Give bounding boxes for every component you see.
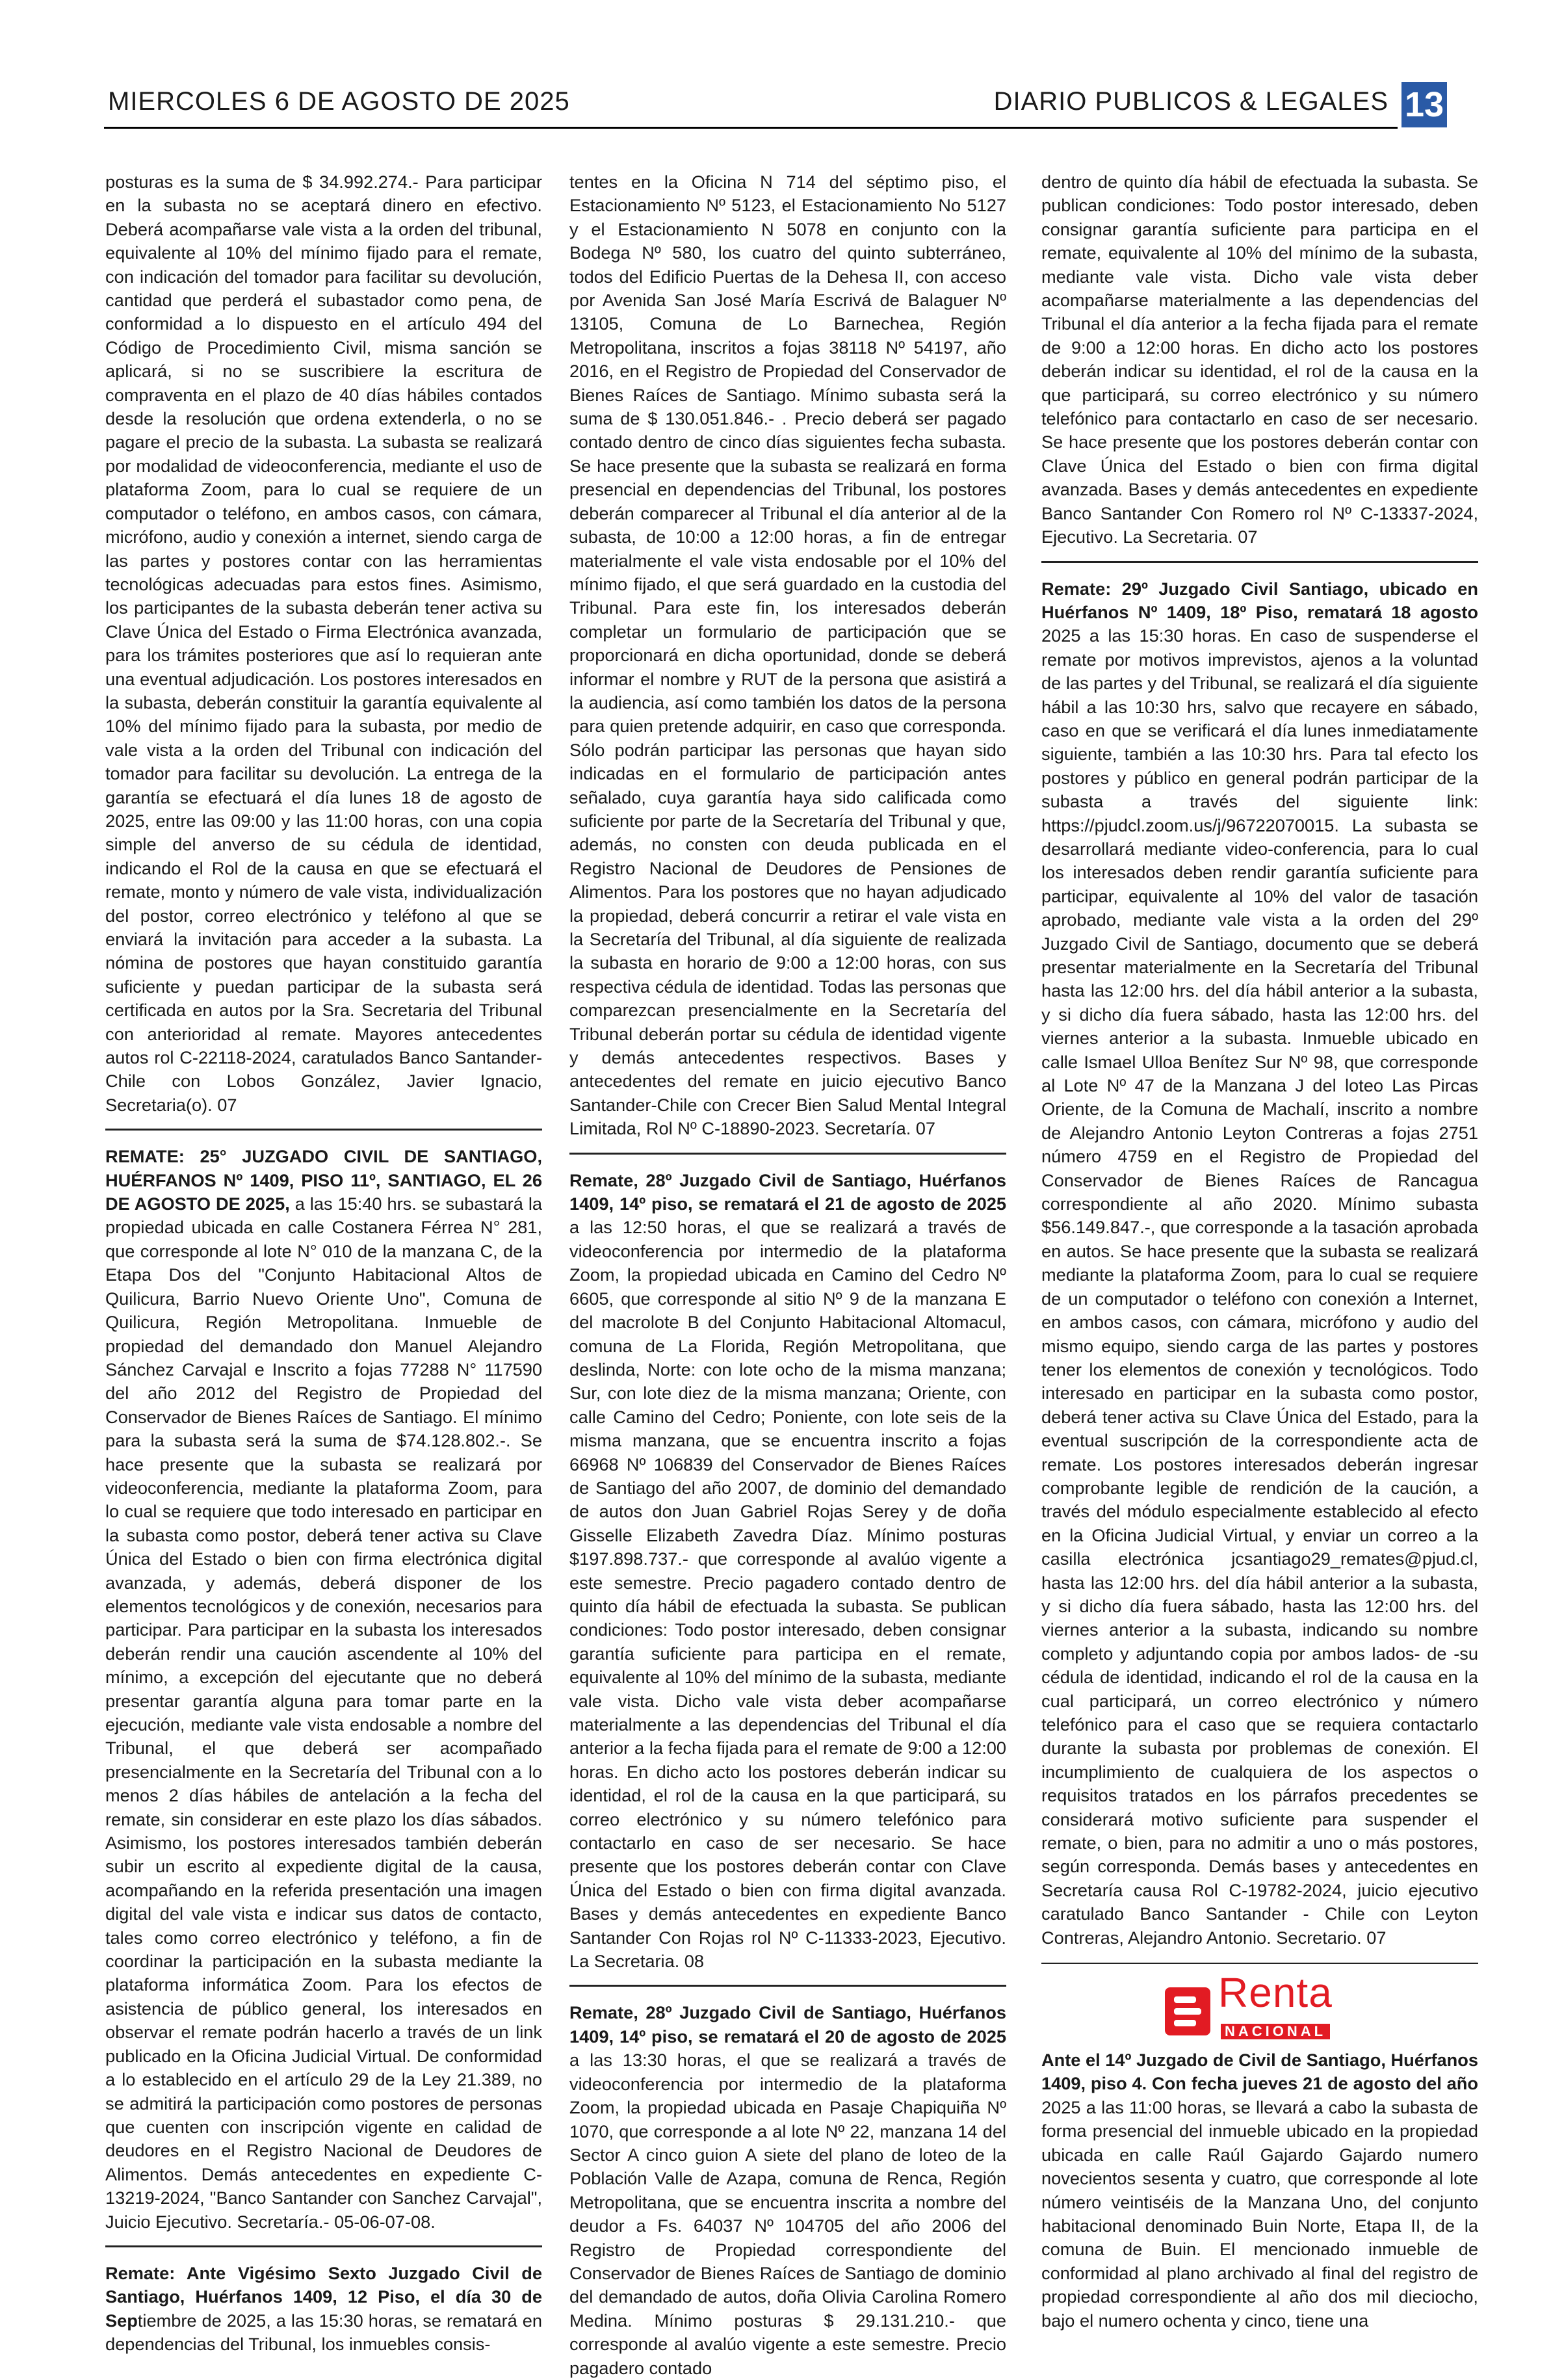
column-2: [569, 170, 1006, 2378]
notice-text: [105, 2262, 542, 2357]
notice-text: [569, 2001, 1006, 2380]
notice-text: [1041, 2048, 1478, 2333]
notice-heading: Ante el 14º Juzgado de Civil de Santiago, Huérfanos 1409, piso 4. Con fecha jueves 21 de agosto del año: [1041, 2050, 1478, 2094]
notice-body: tiembre de 2025, a las 15:30 horas, se rematará en dependencias del Tribunal, los inmuebles consis-: [105, 2310, 542, 2355]
notice-body: 2025 a las 11:00 horas, se llevará a cabo la subasta de forma presencial del inmueble ubicado en la propiedad ubicada en calle Raúl Gajardo Gajardo numero novecientos sesenta y cuatro, que corresponde al lote número veintiséis de la Manzana Uno, del conjunto habitacional denominado Buin Norte, Etapa II, de la comuna de Buin. El mencionado inmueble de conformidad al plano archivado al final del registro de propiedad correspondiente al año dos mil dieciocho, bajo el numero ochenta y cinco, tiene una: [1041, 2097, 1478, 2331]
notice-text: [105, 1145, 542, 2234]
page-number: 13: [1401, 82, 1447, 127]
notice-remate-25-juzgado: [105, 1129, 542, 2234]
header-rule: [104, 127, 1398, 129]
issue-date: MIERCOLES 6 DE AGOSTO DE 2025: [108, 87, 570, 116]
logo-wordmark: Renta: [1218, 1969, 1333, 2017]
notice-continued: tentes en la Oficina N 714 del séptimo piso, el Estacionamiento Nº 5123, el Estacionamiento No 5127 y el Estacionamiento N 5078 en conjunto con la Bodega Nº 580, los cuatro del quinto subterráneo, todos del Edificio Puertas de la Dehesa II, con acceso por Avenida San José María Escrivá de Balaguer Nº 13105, Comuna de Lo Barnechea, Región Metropolitana, inscritos a fojas 38118 Nº 54197, año 2016, en el Registro de Propiedad del Conservador de Bienes Raíces de Santiago. Mínimo subasta será la suma de $ 130.051.846.- . Precio deberá ser pagado contado dentro de cinco días siguientes fecha subasta. Se hace presente que la subasta se realizará en forma presencial en dependencias del Tribunal, los postores deberán comparecer al Tribunal el día anterior al de la subasta, de 10:00 a 12:00 horas, a fin de entregar materialmente el vale vista endosable por el 10% del mínimo fijado, el que será guardado en la custodia del Tribunal. Para este fin, los interesados deberán completar un formulario de participación que se proporcionará en dicha oportunidad, donde se deberá informar el nombre y RUT de la persona que asistirá a la audiencia, así como también los datos de la persona para quien pretende adquirir, en caso que corresponda. Sólo podrán participar las personas que hayan sido indicadas en el formulario de participación antes señalado, cuya garantía haya sido calificada como suficiente por parte de la Secretaría del Tribunal y que, además, no consten con deuda publicada en el Registro Nacional de Deudores de Pensiones de Alimentos. Para los postores que no hayan adjudicado la propiedad, deberá concurrir a retirar el vale vista en la Secretaría del Tribunal, al día siguiente de realizada la subasta en horario de 9:00 a 12:00 horas, con sus respectiva cédula de identidad. Todas las personas que comparezcan presencialmente en la Secretaría del Tribunal deberán portar su cédula de identidad vigente y demás antecedentes respectivos. Bases y antecedentes del remate en juicio ejecutivo Banco Santander-Chile con Crecer Bien Salud Mental Integral Limitada, Rol Nº C-18890-2023. Secretaría. 07: [569, 172, 1006, 1139]
notice-body: a las 15:40 hrs. se subastará la propiedad ubicada en calle Costanera Férrea N° 281, que corresponde al lote N° 010 de la manzana C, de la Etapa Dos del "Conjunto Habitacional Altos de Quilicura, Barrio Nuevo Oriente Uno", Comuna de Quilicura, Región Metropolitana. Inmueble de propiedad del demandado don Manuel Alejandro Sánchez Carvajal e Inscrito a fojas 77288 N° 117590 del año 2012 del Registro de Propiedad del Conservador de Bienes Raíces de Santiago. El mínimo para la subasta será la suma de $74.128.802.-. Se hace presente que la subasta se realizará por videoconferencia, mediante la plataforma Zoom, para lo cual se requiere que todo interesado en participar en la subasta como postor, deberá tener activa su Clave Única del Estado o bien con firma electrónica digital avanzada, y además, deberá disponer de los elementos tecnológicos y de conexión, necesarios para participar. Para participar en la subasta los interesados deberán rendir una caución ascendente al 10% del mínimo, a excepción del ejecutante que no deberá presentar garantía alguna para tomar parte en la ejecución, mediante vale vista endosable a nombre del Tribunal, el que deberá ser acompañado presencialmente en la Secretaría del Tribunal con a lo menos 2 días hábiles de antelación a la fecha del remate, sin considerar en este plazo los días sábados. Asimismo, los postores interesados también deberán subir un escrito al expediente digital de la causa, acompañando en la referida presentación una imagen digital del vale vista e indicar sus datos de contacto, tales como correo electrónico y teléfono, a fin de coordinar la participación en la subasta mediante la plataforma informática Zoom. Para los efectos de asistencia de público general, los interesados en observar el remate podrán hacerlo a través de un link publicado en la Oficina Judicial Virtual. De conformidad a lo establecido en el artículo 29 de la Ley 21.389, no se admitirá la participación como postores de personas que cuenten con inscripción vigente en calidad de deudores en el Registro Nacional de Deudores de Alimentos. Demás antecedentes en expediente C-13219-2024, "Banco Santander con Sanchez Carvajal", Juicio Ejecutivo. Secretaría.- 05-06-07-08.: [105, 1194, 542, 2232]
notice-heading: Remate, 28º Juzgado Civil de Santiago, Huérfanos 1409, 14º piso, se rematará el 20 de agosto de 2025: [569, 2002, 1006, 2047]
notice-remate-26-juzgado: [105, 2245, 542, 2357]
renta-nacional-logo: [1041, 1963, 1478, 2038]
notice-body: a las 13:30 horas, el que se realizará a través de videoconferencia por intermedio de la plataforma Zoom, la propiedad ubicada en Pasaje Chapiquiña Nº 1070, que corresponde a al lote Nº 22, manzana 14 del Sector A cinco guion A siete del plano de loteo de la Población Valle de Azapa, comuna de Renca, Región Metropolitana, que se encuentra inscrita a nombre del deudor a Fs. 64037 Nº 104705 del año 2006 del Registro de Propiedad correspondiente del Conservador de Bienes Raíces de Santiago de dominio del demandado de autos, doña Olivia Carolina Romero Medina. Mínimo posturas $ 29.131.210.- que corresponde al avalúo vigente a este semestre. Precio pagadero contado: [569, 2050, 1006, 2378]
notice-continued: posturas es la suma de $ 34.992.274.- Para participar en la subasta no se aceptará dinero en efectivo. Deberá acompañarse vale vista a la orden del tribunal, equivalente al 10% del mínimo fijado para el remate, con indicación del tomador para facilitar su devolución, cantidad que perderá el subastador como pena, de conformidad a lo dispuesto en el artículo 494 del Código de Procedimiento Civil, misma sanción se aplicará, si no se suscribiere la escritura de compraventa en el plazo de 40 días hábiles contados desde la resolución que ordena extenderla, o no se pagare el precio de la subasta. La subasta se realizará por modalidad de videoconferencia, mediante el uso de plataforma Zoom, para lo cual se requiere de un computador o teléfono, en ambos casos, con cámara, micrófono, audio y conexión a internet, siendo carga de las partes y postores contar con las herramientas tecnológicas adecuadas para estos fines. Asimismo, los participantes de la subasta deberán tener activa su Clave Única del Estado o Firma Electrónica avanzada, para los trámites posteriores que así lo requieran ante una eventual adjudicación. Los postores interesados en la subasta, deberán constituir la garantía equivalente al 10% del mínimo fijado para la subasta, por medio de vale vista a la orden del Tribunal con indicación del tomador para facilitar su devolución. La entrega de la garantía se efectuará el día lunes 18 de agosto de 2025, entre las 09:00 y las 11:00 horas, con una copia simple del anverso de su cédula de identidad, indicando el Rol de la causa en que se efectuará el remate, monto y número de vale vista, individualización del postor, correo electrónico y teléfono al que se enviará la invitación para acceder a la subasta. La nómina de postores que hayan constituido garantía suficiente y puedan participar de la subasta será certificada en autos por la Sra. Secretaria del Tribunal con anterioridad al remate. Mayores antecedentes autos rol C-22118-2024, caratulados Banco Santander-Chile con Lobos González, Javier Ignacio, Secretaria(o). 07: [105, 172, 542, 1115]
column-1: [105, 170, 542, 2355]
page-header: [104, 82, 1450, 129]
notice-text: [1041, 577, 1478, 1950]
notice-heading: Remate: Ante Vigésimo Sexto Juzgado Civil de Santiago, Huérfanos 1409, 12 Piso, el día 30 de Sep: [105, 2262, 542, 2331]
notice-remate-28-juzgado-21-agosto: [569, 1153, 1006, 1974]
notice-heading: Remate: 29º Juzgado Civil Santiago, ubicado en Huérfanos Nº 1409, 18º Piso, rematará 18 agosto: [1041, 578, 1478, 622]
publication-name: DIARIO PUBLICOS & LEGALES: [993, 87, 1388, 116]
logo-subtitle: NACIONAL: [1221, 2024, 1330, 2039]
notice-body: 2025 a las 15:30 horas. En caso de suspenderse el remate por motivos imprevistos, ajenos a la voluntad de las partes y del Tribunal, se realizará el día siguiente hábil a las 10:30 hrs, salvo que recayere en sábado, caso en que se verificará el día lunes inmediatamente siguiente, también a las 10:30 hrs. Para tal efecto los postores y público en general podrán participar de la subasta a través del siguiente link: https://pjudcl.zoom.us/j/96722070015. La subasta se desarrollará mediante video-conferencia, para lo cual los interesados deben rendir garantía suficiente para participar, equivalente al 10% del valor de tasación aprobado, mediante vale vista a la orden del 29º Juzgado Civil de Santiago, documento que se deberá presentar materialmente en la Secretaría del Tribunal hasta las 12:00 hrs. del día hábil anterior a la subasta, y si dicho día fuera sábado, hasta las 12:00 hrs. del viernes anterior a la subasta. Inmueble ubicado en calle Ismael Ulloa Benítez Sur Nº 98, que corresponde al Lote Nº 47 de la Manzana J del loteo Las Pircas Oriente, de la Comuna de Machalí, inscrito a nombre de Alejandro Antonio Leyton Contreras a fojas 2751 número 4759 en el Registro de Propiedad del Conservador de Bienes Raíces de Rancagua correspondiente al año 2020. Mínimo subasta $56.149.847.-, que corresponde a la tasación aprobada en autos. Se hace presente que la subasta se realizará mediante la plataforma Zoom, para lo cual se requiere de un computador o teléfono con conexión a Internet, en ambos casos, con cámara, micrófono y audio del mismo equipo, siendo carga de las partes y postores tener los elementos de conexión y tecnológicos. Todo interesado en participar en la subasta como postor, deberá tener activa su Clave Única del Estado, para la eventual suscripción de la correspondiente acta de remate. Los postores interesados deberán ingresar comprobante legible de rendición de la caución, a través del módulo especialmente establecido al efecto en la Oficina Judicial Virtual, y enviar un correo a la casilla electrónica jcsantiago29_remates@pjud.cl, hasta las 12:00 hrs. del día hábil anterior a la subasta, y si dicho día fuera sábado, hasta las 12:00 hrs. del viernes anterior a la subasta, indicando su nombre completo y adjuntando copia por ambos lados- de -su cédula de identidad, indicando el rol de la causa en la cual participará, un correo electrónico y número telefónico para el caso que se requiera contactarlo durante la subasta por problemas de conexión. El incumplimiento de cualquiera de los aspectos o requisitos tratados en los párrafos precedentes se considerará motivo suficiente para suspender el remate, o bien, para no admitir a uno o más postores, según corresponda. Demás bases y antecedentes en Secretaría causa Rol C-19782-2024, juicio ejecutivo caratulado Banco Santander - Chile con Leyton Contreras, Alejandro Antonio. Secretario. 07: [1041, 625, 1478, 1948]
column-3: [1041, 170, 1478, 2331]
notice-continued: dentro de quinto día hábil de efectuada la subasta. Se publican condiciones: Todo postor interesado, deben consignar garantía suficiente para participa en el remate, equivalente al 10% del mínimo de la subasta, mediante vale vista. Dicho vale vista deber acompañarse materialmente a las dependencias del Tribunal el día anterior a la fecha fijada para el remate de 9:00 a 12:00 horas. En dicho acto los postores deberán indicar su identidad, el rol de la causa en la que participará, su correo electrónico y su número telefónico para contactarlo en caso de ser necesario. Se hace presente que los postores deberán contar con Clave Única del Estado o bien con firma digital avanzada. Bases y demás antecedentes en expediente Banco Santander Con Romero rol Nº C-13337-2024, Ejecutivo. La Secretaria. 07: [1041, 172, 1478, 547]
notice-heading: Remate, 28º Juzgado Civil de Santiago, Huérfanos 1409, 14º piso, se rematará el 21 de agosto de 2025: [569, 1170, 1006, 1214]
notice-text: [569, 1169, 1006, 1974]
notice-heading: REMATE: 25° JUZGADO CIVIL DE SANTIAGO, HUÉRFANOS Nº 1409, PISO 11º, SANTIAGO, EL 26 DE AGOSTO DE 2025,: [105, 1146, 542, 1214]
notice-remate-28-juzgado-20-agosto: [569, 1985, 1006, 2380]
notice-remate-29-juzgado: [1041, 561, 1478, 1950]
renta-logo-icon: [1165, 1987, 1210, 2035]
notice-body: a las 12:50 horas, el que se realizará a través de videoconferencia por intermedio de la plataforma Zoom, la propiedad ubicada en Camino del Cedro Nº 6605, que corresponde al sitio Nº 9 de la manzana E del macrolote B del Conjunto Habitacional Altomacul, comuna de La Florida, Región Metropolitana, que deslinda, Norte: con lote ocho de la misma manzana; Sur, con lote diez de la misma manzana; Oriente, con calle Camino del Cedro; Poniente, con lote seis de la misma manzana, que se encuentra inscrito a fojas 66968 Nº 106839 del Conservador de Bienes Raíces de Santiago del año 2007, de dominio del demandado de autos don Juan Gabriel Rojas Serey y de doña Gisselle Elizabeth Zavedra Díaz. Mínimo posturas $197.898.737.- que corresponde al avalúo vigente a este semestre. Precio pagadero contado dentro de quinto día hábil de efectuada la subasta. Se publican condiciones: Todo postor interesado, deben consignar garantía suficiente para participa en el remate, equivalente al 10% del mínimo de la subasta, mediante vale vista. Dicho vale vista deber acompañarse materialmente a las dependencias del Tribunal el día anterior a la fecha fijada para el remate de 9:00 a 12:00 horas. En dicho acto los postores deberán indicar su identidad, el rol de la causa en la que participará, su correo electrónico y su número telefónico para contactarlo en caso de ser necesario. Se hace presente que los postores deberán contar con Clave Única del Estado o bien con firma digital avanzada. Bases y demás antecedentes en expediente Banco Santander Con Rojas rol Nº C-11333-2023, Ejecutivo. La Secretaria. 08: [569, 1217, 1006, 1972]
